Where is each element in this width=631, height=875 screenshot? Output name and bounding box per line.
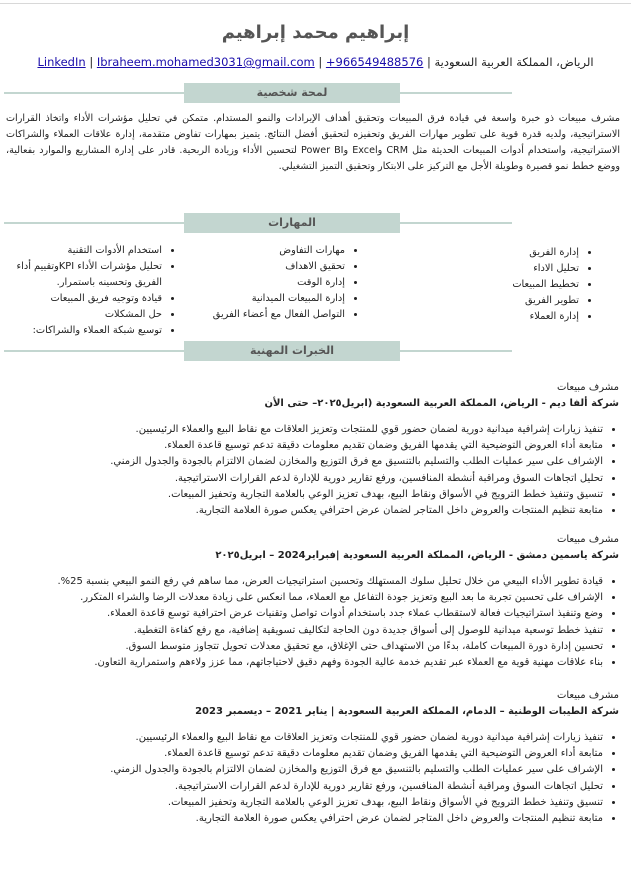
skill-item: • حل المشكلات — [2, 307, 162, 323]
job-bullet: • متابعة تنظيم المنتجات والعروض داخل المتاجر لضمان عرض احترافي يعكس صورة العلامة التجارية. — [19, 503, 603, 519]
job-bullet: • تحليل اتجاهات السوق ومراقبة أنشطة المنافسين، ورفع تقارير دورية للإدارة لدعم القرارات الاستراتيجية. — [19, 779, 603, 795]
candidate-name: إبراهيم محمد إبراهيم — [221, 22, 410, 43]
contact-line: الرياض، المملكة العربية السعودية | LinkedIn | Ibraheem.mohamed3031@gmail.com | +966549488576 — [37, 55, 594, 69]
job-bullet: • الإشراف على تحسين تجربة ما بعد البيع وتعزيز جودة التفاعل مع العملاء، مما انعكس على زيادة معدلات الرضا والشراء المتكرر. — [19, 590, 603, 606]
skill-item: • تطوير الفريق — [459, 293, 579, 309]
section-header-experience — [4, 341, 512, 361]
job-title: مشرف مبيعات — [556, 690, 619, 701]
skill-item: • قيادة وتوجيه فريق المبيعات — [2, 291, 162, 307]
job-bullet: • تحليل اتجاهات السوق ومراقبة أنشطة المنافسين، ورفع تقارير دورية للإدارة لدعم القرارات الاستراتيجية. — [19, 471, 603, 487]
linkedin-link[interactable]: LinkedIn — [37, 55, 86, 69]
section-title: الخبرات المهنية — [184, 341, 400, 361]
job-bullet: • تنفيذ زيارات إشرافية ميدانية دورية لضمان حضور قوي للمنتجات وتعزيز العلاقات مع نقاط البيع والعملاء الرئيسيين. — [19, 422, 603, 438]
job-bullet: • متابعة أداء العروض التوضيحية التي يقدمها الفريق وضمان تقديم معلومات دقيقة تدعم توسيع قاعدة العملاء. — [19, 746, 603, 762]
phone-link[interactable]: +966549488576 — [325, 55, 424, 69]
job-bullet: • متابعة تنظيم المنتجات والعروض داخل المتاجر لضمان عرض احترافي يعكس صورة العلامة التجارية. — [19, 811, 603, 827]
skill-item: • تحقيق الاهداف — [175, 259, 345, 275]
skill-item: • توسيع شبكة العملاء والشراكات: — [2, 323, 162, 339]
job-company: شركة ألفا ديم - الرياض، المملكة العربية السعودية (ابريل٢٠٢٥– حتى الأن — [264, 398, 619, 409]
section-title: لمحة شخصية — [184, 83, 400, 103]
section-title: المهارات — [184, 213, 400, 233]
job-bullet: • وضع وتنفيذ استراتيجيات فعالة لاستقطاب عملاء جدد باستخدام أدوات تواصل وتقنيات عرض احترافية توسع قاعدة العملاء. — [19, 606, 603, 622]
job-title: مشرف مبيعات — [556, 382, 619, 393]
skill-item: • تحليل مؤشرات الأداء KPIوتقييم أداء الفريق وتحسينه باستمرار. — [2, 259, 162, 291]
skill-item: • التواصل الفعال مع أعضاء الفريق — [175, 307, 345, 323]
summary-text: مشرف مبيعات ذو خبرة واسعة في قيادة فرق المبيعات وتحقيق أهداف الإيرادات والنمو المستدام. متمكن في تحليل مؤشرات الأداء واتخاذ القرارات الاستراتيجية، ولديه قدرة قوية على تطوير مهارات الفريق وتحفيزه لتحقيق أفضل النتائج. يتميز بمهارات تفاوض متقدمة، إدارة علاقات العملاء والشراكات الاستراتيجية، واستخدام أدوات المبيعات الحديثة مثل CRM وExcel وPower BI لتحسين الأداء وزيادة الربحية. قادر على إدارة المشاريع والموارد بفعالية، ووضع خطط نمو قصيرة وطويلة الأجل مع التركيز على الابتكار وتحقيق التميز التشغيلي. — [6, 113, 620, 172]
section-header-skills — [4, 213, 512, 233]
skills-column-3 — [2, 243, 176, 339]
skill-item: • استخدام الأدوات التقنية — [2, 243, 162, 259]
skill-item: • إدارة العملاء — [459, 309, 579, 325]
skill-item: • مهارات التفاوض — [175, 243, 345, 259]
top-divider — [0, 3, 631, 4]
job-bullet: • تنفيذ زيارات إشرافية ميدانية دورية لضمان حضور قوي للمنتجات وتعزيز العلاقات مع نقاط البيع والعملاء الرئيسيين. — [19, 730, 603, 746]
job-bullet: • الإشراف على سير عمليات الطلب والتسليم بالتنسيق مع فرق التوزيع والمخازن لضمان الالتزام بالجودة والجدول الزمني. — [19, 762, 603, 778]
job-entry — [19, 532, 619, 671]
skill-item: • إدارة الفريق — [459, 245, 579, 261]
job-company: شركة الطيبات الوطنية – الدمام، المملكة العربية السعودية | يناير 2021 – ديسمبر 2023 — [195, 706, 619, 717]
skill-item: • إدارة المبيعات الميدانية — [175, 291, 345, 307]
skills-column-2 — [175, 243, 359, 323]
location: الرياض، المملكة العربية السعودية — [434, 55, 594, 69]
skills-column-1 — [459, 245, 593, 325]
job-bullet: • متابعة أداء العروض التوضيحية التي يقدمها الفريق وضمان تقديم معلومات دقيقة تدعم توسيع قاعدة العملاء. — [19, 438, 603, 454]
job-bullet: • قيادة تطوير الأداء البيعي من خلال تحليل سلوك المستهلك وتحسين استراتيجيات العرض، مما ساهم في رفع النمو البيعي بنسبة 25%. — [19, 574, 603, 590]
job-bullet: • تحسين إدارة دورة المبيعات كاملة، بدءًا من الاستهداف حتى الإغلاق، مع تحقيق معدلات تحويل تتجاوز متوسط السوق. — [19, 639, 603, 655]
job-bullet: • تنسيق وتنفيذ خطط الترويج في الأسواق ونقاط البيع، بهدف تعزيز الوعي بالعلامة التجارية وتحفيز المبيعات. — [19, 487, 603, 503]
job-title: مشرف مبيعات — [556, 534, 619, 545]
job-bullet: • الإشراف على سير عمليات الطلب والتسليم بالتنسيق مع فرق التوزيع والمخازن لضمان الالتزام بالجودة والجدول الزمني. — [19, 454, 603, 470]
job-company: شركة ياسمين دمشق - الرياض، المملكة العربية السعودية |فبراير2024 – ابريل٢٠٢٥ — [215, 550, 619, 561]
job-entry — [19, 688, 619, 827]
skill-item: • إدارة الوقت — [175, 275, 345, 291]
job-bullet: • بناء علاقات مهنية قوية مع العملاء عبر تقديم خدمة عالية الجودة وفهم دقيق لاحتياجاتهم، مما عزز ولاءهم واستمرارية التعاون. — [19, 655, 603, 671]
job-entry — [19, 380, 619, 519]
email-link[interactable]: Ibraheem.mohamed3031@gmail.com — [96, 55, 315, 69]
job-bullet: • تنسيق وتنفيذ خطط الترويج في الأسواق ونقاط البيع، بهدف تعزيز الوعي بالعلامة التجارية وتحفيز المبيعات. — [19, 795, 603, 811]
skill-item: • تحليل الاداء — [459, 261, 579, 277]
skill-item: • تخطيط المبيعات — [459, 277, 579, 293]
section-header-summary — [4, 83, 512, 103]
job-bullet: • تنفيذ خطط توسعية ميدانية للوصول إلى أسواق جديدة دون الحاجة لتكاليف تسويقية إضافية، مع رفع كفاءة التغطية. — [19, 623, 603, 639]
